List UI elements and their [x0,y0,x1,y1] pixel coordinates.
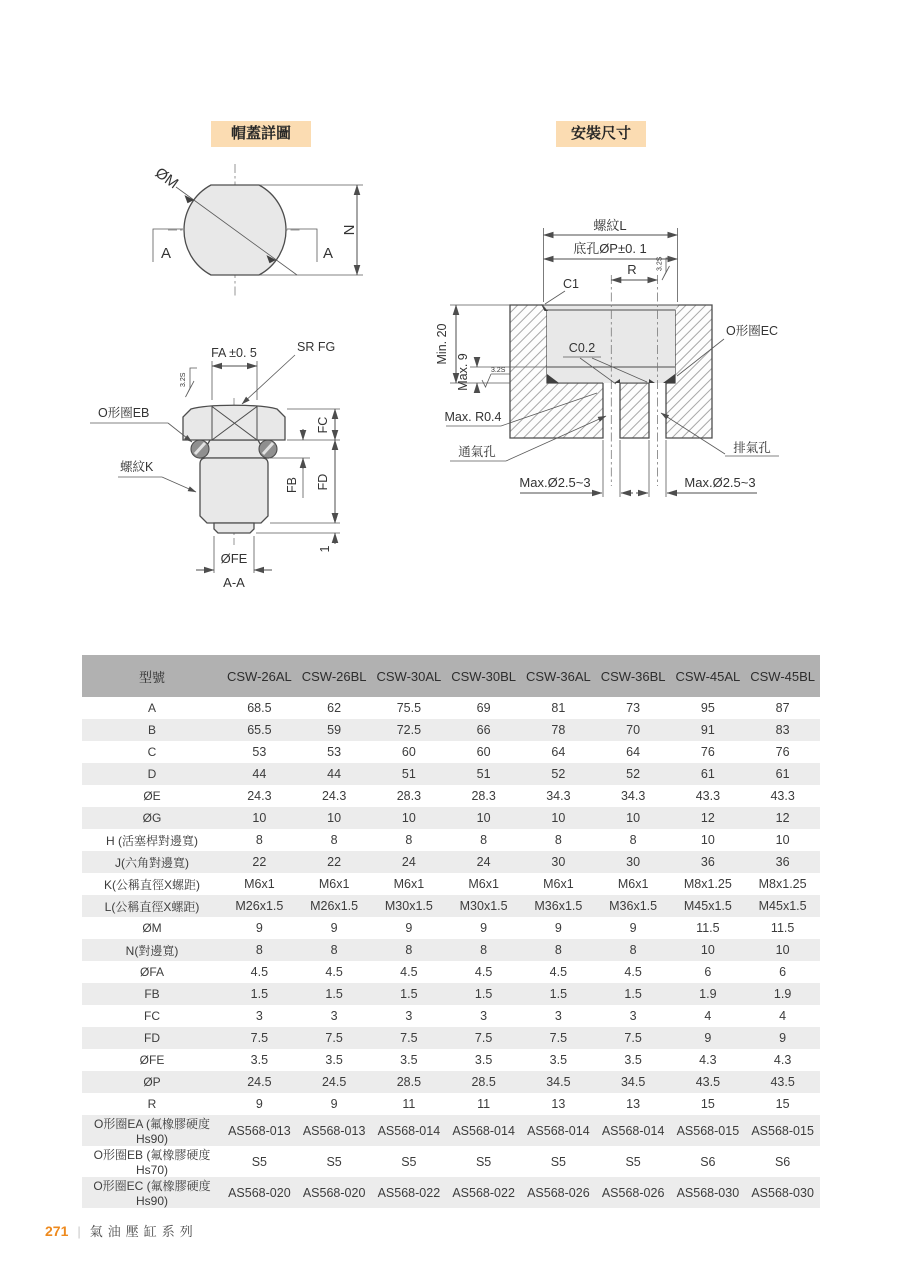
cell: 28.5 [396,1075,422,1089]
dim-max9-label: Max. 9 [456,353,470,391]
section-a-right: A [323,245,334,262]
cell: AS568-014 [377,1123,441,1138]
cell: 10 [252,811,267,825]
row-label: O形圈EA (氟橡膠硬度Hs90) [93,1117,210,1146]
series-title: 氣油壓缸系列 [89,1224,198,1239]
cap-section-diagram [90,330,380,595]
column-header: CSW-26AL [222,655,297,697]
cell: M30x1.5 [459,899,508,913]
cell: 3 [255,1009,263,1023]
row-label: D [147,767,157,781]
cell: 1.5 [624,987,642,1001]
table-row [82,917,820,939]
cell: 73 [626,701,641,715]
cell: AS568-014 [452,1123,515,1138]
cell: 34.5 [620,1075,646,1089]
cell: 4.5 [325,965,343,979]
cell: 4 [779,1009,787,1023]
cell: 28.5 [471,1075,496,1089]
row-label: FD [144,1031,160,1045]
cell: 7.5 [549,1031,568,1045]
cell: M6x1 [468,877,499,891]
cell: 34.5 [546,1075,571,1089]
cell: 24.5 [321,1075,347,1089]
cell: 10 [401,811,416,825]
section-title-cap-detail: 帽蓋詳圖 [211,121,311,147]
cell: 70 [626,723,641,737]
cell: 8 [554,833,562,847]
cell: 81 [551,701,566,715]
row-label: N(對邊寬) [125,943,179,958]
cell: 75.5 [396,701,422,715]
cell: 8 [330,943,338,957]
cell: 9 [704,1031,712,1045]
cell: AS568-030 [676,1185,740,1200]
cell: 66 [476,723,491,737]
cell: AS568-022 [377,1185,441,1200]
cell: 4.5 [400,965,418,979]
cell: 6 [779,965,787,979]
mounting-dimensions-diagram [420,190,850,535]
table-row [82,1027,820,1049]
cell: M6x1 [244,877,275,891]
cell: 52 [626,767,641,781]
cell: 7.5 [474,1031,493,1045]
cell: M6x1 [318,877,350,891]
table-row [82,763,820,785]
cell: 12 [700,811,715,825]
vent-hole-label: 通氣孔 [458,445,496,459]
finish-3-2s-label: 3.2S [180,372,187,387]
page-number: 271 [45,1223,69,1239]
cell: M6x1 [543,877,574,891]
dim-r-label: R [627,262,637,277]
cell: 4.3 [699,1053,717,1067]
row-label: R [147,1097,157,1111]
cell: 43.5 [695,1075,721,1089]
cell: 11 [477,1097,491,1111]
cell: 10 [626,811,641,825]
cell: 83 [775,723,790,737]
cell: 65.5 [247,723,272,737]
dia-fe-label: ØFE [220,551,248,566]
cell: 11.5 [770,921,795,935]
cell: 24.3 [321,789,347,803]
row-label: ØE [143,789,161,803]
cap-top-view-diagram [120,158,390,308]
cell: 3.5 [474,1053,493,1067]
cell: 68.5 [247,701,272,715]
cell: AS568-014 [601,1123,665,1138]
cell: 44 [252,767,267,781]
cell: 9 [330,1097,338,1111]
cell: 1.9 [699,987,717,1001]
column-header: CSW-36AL [521,655,596,697]
cell: 28.3 [396,789,422,803]
row-label: K(公稱直徑X螺距) [103,877,200,892]
cell: 61 [775,767,790,781]
table-row [82,1146,820,1177]
cell: 61 [700,767,715,781]
cell: 9 [480,921,488,935]
cell: AS568-015 [751,1123,814,1138]
cell: 8 [405,833,413,847]
cell: 10 [327,811,342,825]
cell: 11 [402,1097,416,1111]
cell: AS568-015 [676,1123,740,1138]
table-row [82,939,820,961]
cell: 60 [476,745,491,759]
cell: 87 [775,701,790,715]
cell: 9 [330,921,338,935]
cell: 8 [330,833,338,847]
cell: 9 [554,921,562,935]
cell: M26x1.5 [310,899,359,913]
row-label: B [147,723,156,737]
cell: 53 [252,745,267,759]
row-label: ØFA [139,965,164,979]
cell: 9 [779,1031,787,1045]
cell: 72.5 [396,723,422,737]
dim-one-label: 1 [318,545,332,553]
section-aa-label: A-A [223,575,245,590]
row-label: ØFE [139,1053,165,1067]
cell: 69 [476,701,491,715]
cell: M8x1.25 [683,877,732,891]
row-label: ØP [143,1075,161,1089]
cell: 24 [401,855,416,869]
cell: 4 [704,1009,712,1023]
finish-top-label: 3.2S [656,256,664,271]
cell: 52 [551,767,566,781]
cell: 12 [775,811,790,825]
table-header-row [82,655,820,697]
table-row [82,741,820,763]
pilot-tip [214,523,254,533]
cell: 15 [700,1097,715,1111]
cell: 30 [551,855,566,869]
cell: 8 [405,943,413,957]
cell: 1.5 [325,987,343,1001]
dia-m-label: ØM [151,164,182,193]
dim-fa-label: FA ±0. 5 [211,346,257,360]
cell: 51 [476,767,491,781]
cell: 3 [480,1009,488,1023]
cell: 3 [405,1009,413,1023]
table-row [82,983,820,1005]
cell: 3 [330,1009,338,1023]
table-row [82,873,820,895]
table-row [82,785,820,807]
cell: 15 [775,1097,790,1111]
thread-l-dim-label: 螺紋L [593,218,627,233]
cell: 36 [775,855,790,869]
cell: S5 [550,1154,567,1169]
hole-dia-left-label: Max.Ø2.5~3 [519,475,591,490]
max-r04-label: Max. R0.4 [444,410,502,424]
hole-p-dim-label: 底孔ØP±0. 1 [573,241,647,256]
cell: 60 [401,745,416,759]
cell: M45x1.5 [683,899,732,913]
cell: 22 [327,855,342,869]
column-header: CSW-26BL [297,655,372,697]
row-label: A [147,701,156,715]
row-label: O形圈EC (氟橡膠硬度Hs90) [93,1179,211,1208]
cell: 13 [551,1097,566,1111]
cell: 4.5 [549,965,568,979]
exhaust-hole-label: 排氣孔 [733,441,771,455]
cell: 64 [626,745,641,759]
cell: 59 [327,723,342,737]
cell: 62 [327,701,342,715]
cell: 34.3 [546,789,571,803]
table-row [82,851,820,873]
cell: 6 [704,965,712,979]
cell: 9 [629,921,637,935]
cell: 7.5 [400,1031,418,1045]
spec-table-head [82,655,820,697]
cell: AS568-014 [527,1123,590,1138]
cell: 76 [700,745,715,759]
sr-fg-label: SR FG [297,340,336,354]
column-header: CSW-36BL [596,655,671,697]
finish-left-label: 3.2S [491,367,506,374]
section-a-left: A [161,245,172,262]
cell: 95 [700,701,715,715]
cell: 3 [554,1009,562,1023]
cell: 10 [476,811,491,825]
table-row [82,697,820,719]
row-label: FC [144,1009,160,1023]
cell: 8 [629,833,637,847]
cell: 7.5 [624,1031,642,1045]
dim-fc-label: FC [316,416,330,434]
dim-fb-label: FB [285,477,299,493]
cell: S6 [700,1154,716,1169]
table-row [82,807,820,829]
spec-table [82,655,820,1208]
cell: 9 [255,1097,263,1111]
chamfer-c1-label: C1 [563,277,579,291]
cell: AS568-020 [302,1185,366,1200]
cell: 28.3 [471,789,496,803]
model-column-header: 型號 [82,655,222,697]
oring-ec-label: O形圈EC [726,324,779,338]
cell: 76 [775,745,790,759]
cell: 10 [775,833,790,847]
cell: S5 [251,1154,268,1169]
cell: 3.5 [549,1053,568,1067]
dim-min20-label: Min. 20 [435,323,449,365]
row-label: ØG [142,811,162,825]
cell: 4.5 [624,965,642,979]
cell: AS568-030 [751,1185,814,1200]
cell: 91 [700,723,715,737]
cell: S5 [475,1154,492,1169]
cell: S5 [625,1154,641,1169]
chamfer-c02-label: C0.2 [568,341,596,355]
cell: 53 [327,745,342,759]
cell: M45x1.5 [758,899,807,913]
row-label: H (活塞桿對邊寬) [106,833,198,848]
cell: AS568-022 [452,1185,515,1200]
cell: M30x1.5 [384,899,433,913]
thread-body [200,458,268,523]
cell: 9 [255,921,263,935]
cell: 11.5 [696,921,720,935]
section-title-mounting: 安裝尺寸 [556,121,646,147]
cell: S6 [774,1154,791,1169]
dim-n-label: N [341,224,358,236]
cell: 13 [626,1097,641,1111]
cell: M36x1.5 [534,899,583,913]
cell: 43.5 [770,1075,795,1089]
hole-dia-right-label: Max.Ø2.5~3 [684,475,756,490]
cell: 8 [554,943,562,957]
cell: 8 [480,833,488,847]
cell: 9 [405,921,413,935]
cell: 3.5 [400,1053,418,1067]
cell: 64 [551,745,566,759]
dim-fd-label: FD [316,473,330,491]
cell: 44 [327,767,342,781]
cell: 4.3 [773,1053,792,1067]
table-row [82,1049,820,1071]
table-row [82,829,820,851]
column-header: CSW-30AL [372,655,447,697]
cell: 1.5 [474,987,493,1001]
cell: 10 [551,811,566,825]
cell: 3.5 [250,1053,269,1067]
table-row [82,719,820,741]
cell: 3 [629,1009,637,1023]
cell: 4.5 [250,965,269,979]
spec-table-container [82,655,820,1208]
cell: 10 [700,943,715,957]
table-row [82,1093,820,1115]
cell: 8 [629,943,637,957]
cell: 43.3 [770,789,795,803]
cell: 78 [551,723,566,737]
table-row [82,1005,820,1027]
cell: 1.5 [400,987,418,1001]
cell: AS568-020 [228,1185,291,1200]
row-label: O形圈EB (氟橡膠硬度Hs70) [93,1148,211,1177]
cell: M36x1.5 [609,899,658,913]
row-label: J(六角對邊寬) [115,855,189,870]
cell: 4.5 [474,965,493,979]
cell: S5 [326,1154,342,1169]
cell: 36 [700,855,715,869]
page-footer [45,1221,198,1240]
cell: 8 [480,943,488,957]
cell: M6x1 [617,877,649,891]
cell: AS568-026 [601,1185,665,1200]
oring-eb-label: O形圈EB [98,406,150,420]
cell: AS568-026 [527,1185,590,1200]
table-row [82,1177,820,1208]
cell: 34.3 [620,789,646,803]
cell: 3.5 [325,1053,343,1067]
footer-divider: | [77,1224,81,1239]
table-row [82,895,820,917]
cell: 22 [252,855,267,869]
cell: M8x1.25 [758,877,807,891]
table-row [82,1071,820,1093]
cell: 24.5 [247,1075,272,1089]
cell: 1.5 [549,987,568,1001]
cell: 51 [401,767,416,781]
table-row [82,961,820,983]
cell: 24 [476,855,491,869]
cell: 7.5 [250,1031,269,1045]
row-label: ØM [142,921,162,935]
cell: M6x1 [393,877,425,891]
cell: 7.5 [325,1031,343,1045]
cell: 10 [775,943,790,957]
row-label: L(公稱直徑X螺距) [104,899,200,914]
cell: 1.5 [250,987,269,1001]
cell: 10 [700,833,715,847]
cell: AS568-013 [228,1123,291,1138]
cell: M26x1.5 [235,899,284,913]
cell: 8 [255,833,263,847]
cell: S5 [401,1154,417,1169]
cell: 1.9 [773,987,792,1001]
column-header: CSW-30BL [446,655,521,697]
cell: 43.3 [695,789,721,803]
row-label: FB [144,987,160,1001]
cell: AS568-013 [302,1123,366,1138]
cell: 8 [255,943,263,957]
column-header: CSW-45AL [671,655,746,697]
cell: 24.3 [247,789,272,803]
table-row [82,1115,820,1146]
cell: 3.5 [624,1053,642,1067]
column-header: CSW-45BL [745,655,820,697]
cell: 30 [626,855,641,869]
spec-table-body [82,697,820,1208]
thread-k-label: 螺紋K [120,460,154,474]
row-label: C [147,745,157,759]
